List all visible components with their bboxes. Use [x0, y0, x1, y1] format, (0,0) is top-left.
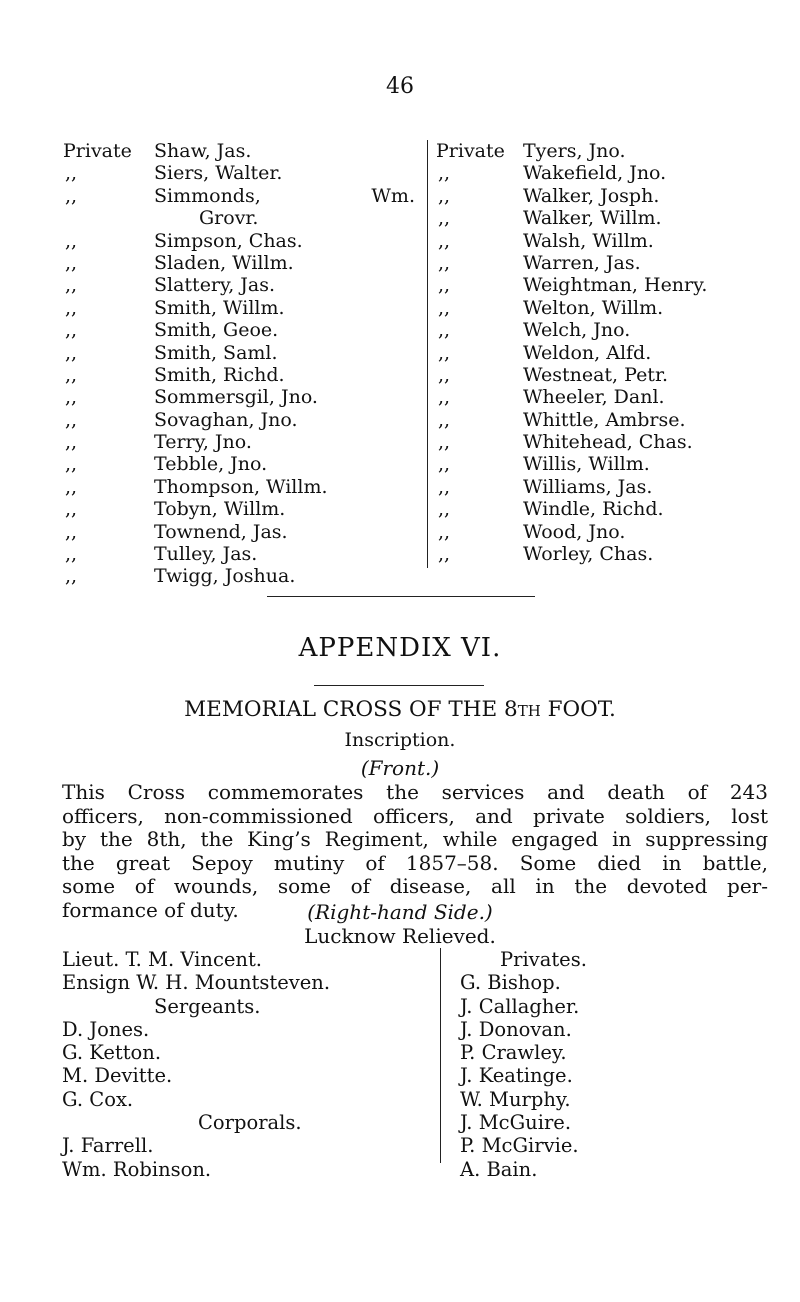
roll-entry	[63, 498, 415, 520]
roster-left	[62, 948, 432, 1181]
private-name: P. McGirvie.	[460, 1134, 579, 1158]
roll-entry	[436, 319, 776, 341]
rank-label: ,,	[65, 363, 78, 386]
roll-entry	[63, 386, 415, 408]
soldier-name: Sommersgil, Jno.	[154, 386, 318, 409]
rank-label: ,,	[438, 543, 451, 566]
soldier-name	[154, 185, 415, 207]
roll-entry	[63, 319, 415, 341]
roll-column-left	[63, 140, 415, 588]
rank-label: ,,	[65, 386, 78, 409]
rank-label: Private	[63, 140, 132, 162]
soldier-name: Whitehead, Chas.	[523, 431, 693, 454]
roll-entry	[436, 207, 776, 229]
sergeants-header: Sergeants.	[154, 994, 261, 1018]
roll-entry	[436, 364, 776, 386]
soldier-name: Welch, Jno.	[523, 319, 631, 342]
soldier-name: Walker, Willm.	[523, 207, 662, 230]
rank-label: ,,	[65, 251, 78, 274]
paragraph-line: some of wounds, some of disease, all in the devoted per-	[62, 874, 768, 898]
roll-entry	[63, 207, 415, 229]
roll-entry	[63, 409, 415, 431]
roll-entry	[63, 431, 415, 453]
sergeant-name: M. Devitte.	[62, 1064, 173, 1088]
rank-label: ,,	[438, 319, 451, 342]
roll-entry	[63, 521, 415, 543]
soldier-name-part: Simmonds,	[154, 184, 261, 207]
rank-label: ,,	[65, 431, 78, 454]
sergeant-name: G. Cox.	[62, 1087, 134, 1111]
roll-entry	[436, 431, 776, 453]
short-rule	[314, 685, 484, 686]
roll-entry	[436, 140, 776, 162]
soldier-name: Tobyn, Willm.	[154, 498, 286, 521]
roll-entry	[436, 453, 776, 475]
soldier-name: Wakefield, Jno.	[523, 162, 667, 185]
private-name: G. Bishop.	[460, 971, 561, 995]
soldier-name: Sovaghan, Jno.	[154, 408, 298, 431]
rank-label: ,,	[65, 319, 78, 342]
roster-right	[460, 948, 780, 1181]
paragraph-line: officers, non-commissioned officers, and private soldiers, lost	[62, 803, 768, 828]
front-label: (Front.)	[360, 756, 440, 780]
roll-entry	[63, 342, 415, 364]
memorial-title-main: MEMORIAL CROSS OF THE 8	[184, 697, 518, 722]
memorial-title-ordinal: TH	[517, 702, 541, 720]
lucknow-relieved-heading: Lucknow Relieved.	[304, 924, 496, 948]
soldier-name-part: Wm.	[371, 184, 415, 207]
private-name: J. Keatinge.	[460, 1064, 573, 1088]
rank-label: ,,	[438, 363, 451, 386]
roll-entry	[63, 364, 415, 386]
officer-name: Lieut. T. M. Vincent.	[62, 948, 263, 971]
soldier-name: Townend, Jas.	[154, 520, 288, 543]
rank-label: ,,	[438, 184, 451, 207]
soldier-name: Thompson, Willm.	[154, 475, 328, 498]
private-name: W. Murphy.	[460, 1087, 571, 1111]
soldier-name: Smith, Geoe.	[154, 319, 279, 342]
inscription-label: Inscription.	[344, 729, 456, 751]
section-rule	[267, 596, 535, 597]
page-number: 46	[386, 74, 414, 99]
soldier-name: Grovr.	[199, 207, 259, 230]
roll-entry	[436, 521, 776, 543]
private-name: J. Donovan.	[460, 1017, 572, 1041]
private-name: J. McGuire.	[460, 1111, 572, 1135]
roll-entry	[436, 476, 776, 498]
rank-label: ,,	[65, 296, 78, 319]
roll-entry	[436, 498, 776, 520]
right-hand-side-label: (Right-hand Side.)	[307, 900, 493, 924]
roll-entry	[63, 162, 415, 184]
roll-entry	[63, 274, 415, 296]
soldier-name: Tebble, Jno.	[154, 453, 268, 476]
roll-entry	[436, 342, 776, 364]
roll-entry	[436, 297, 776, 319]
rank-label: ,,	[438, 162, 451, 185]
roll-entry	[436, 252, 776, 274]
rank-label: ,,	[438, 296, 451, 319]
rank-label: ,,	[65, 229, 78, 252]
soldier-name: Williams, Jas.	[523, 475, 653, 498]
rank-label: ,,	[65, 162, 78, 185]
officer-name: Ensign W. H. Mountsteven.	[62, 971, 331, 995]
corporal-name: J. Farrell.	[62, 1134, 154, 1158]
soldier-name: Smith, Richd.	[154, 363, 285, 386]
appendix-heading: APPENDIX VI.	[298, 633, 502, 663]
soldier-name: Tyers, Jno.	[523, 140, 626, 162]
soldier-name: Walker, Josph.	[523, 184, 660, 207]
roll-entry	[436, 162, 776, 184]
rank-label: ,,	[438, 498, 451, 521]
rank-label: ,,	[65, 498, 78, 521]
roll-entry	[63, 543, 415, 565]
soldier-name: Weightman, Henry.	[523, 274, 708, 297]
rank-label: ,,	[438, 251, 451, 274]
soldier-name: Slattery, Jas.	[154, 274, 276, 297]
rank-label: ,,	[438, 475, 451, 498]
soldier-name: Terry, Jno.	[154, 431, 252, 454]
rank-label: ,,	[65, 408, 78, 431]
soldier-name: Simpson, Chas.	[154, 229, 303, 252]
roll-entry	[63, 565, 415, 587]
roster-divider	[440, 948, 441, 1163]
soldier-name: Smith, Willm.	[154, 296, 285, 319]
column-divider	[427, 140, 428, 568]
soldier-name: Whittle, Ambrse.	[523, 408, 686, 431]
rank-label: Private	[436, 140, 505, 162]
roll-entry	[63, 185, 415, 207]
soldier-name: Wheeler, Danl.	[523, 386, 665, 409]
soldier-name: Welton, Willm.	[523, 296, 664, 319]
roll-entry	[436, 386, 776, 408]
rank-label: ,,	[438, 408, 451, 431]
rank-label: ,,	[438, 453, 451, 476]
roll-entry	[436, 185, 776, 207]
roll-entry	[63, 453, 415, 475]
roll-entry	[63, 252, 415, 274]
soldier-name: Sladen, Willm.	[154, 251, 294, 274]
sergeant-name: D. Jones.	[62, 1017, 150, 1041]
rank-label: ,,	[65, 475, 78, 498]
soldier-name: Willis, Willm.	[523, 453, 650, 476]
paragraph-line: by the 8th, the King’s Regiment, while engaged in suppressing	[62, 827, 768, 851]
rank-label: ,,	[438, 520, 451, 543]
soldier-name: Walsh, Willm.	[523, 229, 654, 252]
roll-entry	[63, 230, 415, 252]
soldier-name: Twigg, Joshua.	[154, 565, 296, 588]
roll-entry	[63, 297, 415, 319]
rank-label: ,,	[438, 386, 451, 409]
privates-header: Privates.	[500, 948, 587, 971]
roll-entry	[436, 230, 776, 252]
soldier-name: Weldon, Alfd.	[523, 341, 652, 364]
soldier-name: Siers, Walter.	[154, 162, 283, 185]
rank-label: ,,	[65, 341, 78, 364]
roll-entry	[436, 543, 776, 565]
rank-label: ,,	[438, 341, 451, 364]
roll-entry	[63, 140, 415, 162]
paragraph-line: This Cross commemorates the services and death of 243	[62, 780, 768, 804]
roll-entry	[63, 476, 415, 498]
private-name: A. Bain.	[460, 1157, 538, 1181]
roll-entry	[436, 274, 776, 296]
soldier-name: Windle, Richd.	[523, 498, 664, 521]
soldier-name: Wood, Jno.	[523, 520, 626, 543]
corporals-header: Corporals.	[198, 1111, 302, 1135]
memorial-title-end: FOOT.	[540, 697, 616, 722]
rank-label: ,,	[438, 431, 451, 454]
rank-label: ,,	[65, 453, 78, 476]
rank-label: ,,	[65, 184, 78, 207]
rank-label: ,,	[438, 274, 451, 297]
soldier-name: Tulley, Jas.	[154, 543, 258, 566]
sergeant-name: G. Ketton.	[62, 1041, 162, 1065]
soldier-name: Smith, Saml.	[154, 341, 278, 364]
roll-column-right	[436, 140, 776, 565]
rank-label: ,,	[65, 543, 78, 566]
rank-label: ,,	[438, 207, 451, 230]
rank-label: ,,	[438, 229, 451, 252]
paragraph-line: the great Sepoy mutiny of 1857–58. Some died in battle,	[62, 850, 768, 875]
soldier-name: Worley, Chas.	[523, 543, 654, 566]
private-name: J. Callagher.	[460, 994, 580, 1018]
soldier-name: Warren, Jas.	[523, 251, 641, 274]
soldier-name: Westneat, Petr.	[523, 363, 668, 386]
soldier-name: Shaw, Jas.	[154, 140, 252, 162]
private-name: P. Crawley.	[460, 1041, 567, 1065]
corporal-name: Wm. Robinson.	[62, 1157, 212, 1181]
rank-label: ,,	[65, 565, 78, 588]
paragraph-line: formance of duty.	[62, 897, 239, 922]
rank-label: ,,	[65, 274, 78, 297]
rank-label: ,,	[65, 520, 78, 543]
memorial-title	[0, 697, 800, 722]
roll-entry	[436, 409, 776, 431]
